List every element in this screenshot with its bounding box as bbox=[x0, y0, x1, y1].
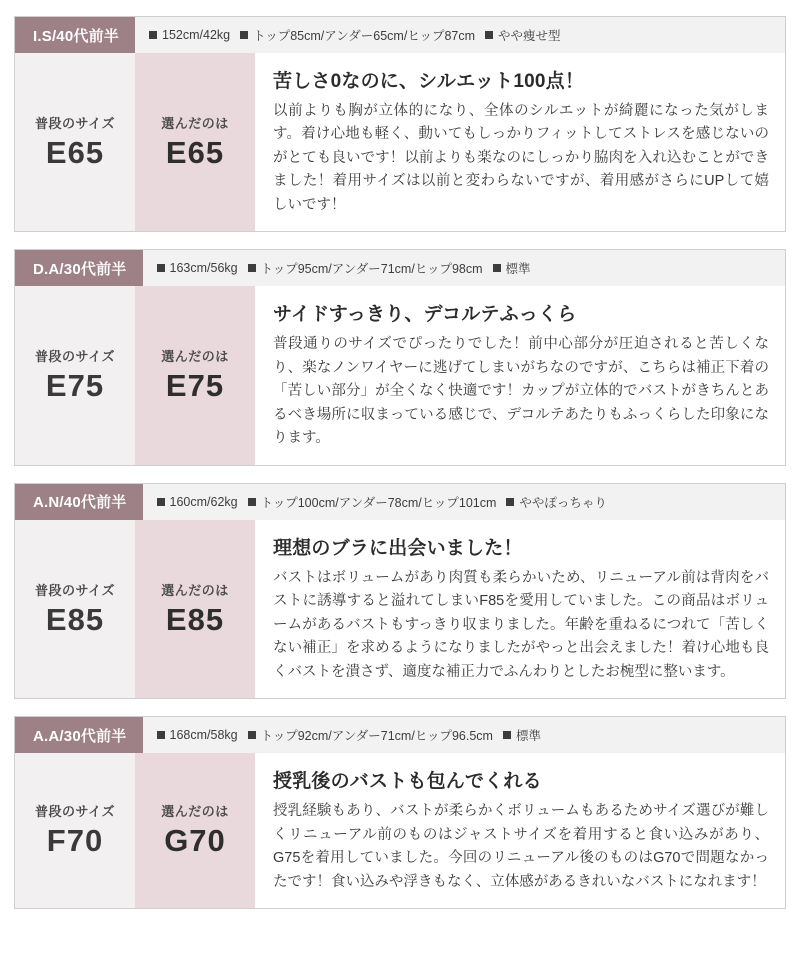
reviewer-name: A.N/40代前半 bbox=[15, 484, 143, 520]
review-title: サイドすっきり、デコルテふっくら bbox=[273, 304, 577, 326]
square-bullet-icon bbox=[240, 31, 248, 39]
spec-text: 標準 bbox=[515, 729, 541, 744]
spec-item bbox=[248, 259, 483, 277]
spec-item bbox=[157, 495, 238, 509]
reviewer-name: D.A/30代前半 bbox=[15, 250, 143, 286]
square-bullet-icon bbox=[157, 498, 165, 506]
reviewer-specs bbox=[143, 250, 786, 286]
review-title: 苦しさ0なのに、シルエット100点！ bbox=[273, 71, 585, 92]
review-body bbox=[15, 286, 785, 464]
usual-size-block bbox=[15, 753, 135, 908]
usual-size-value: E65 bbox=[45, 134, 105, 170]
spec-item bbox=[493, 259, 531, 277]
usual-size-block bbox=[15, 53, 135, 231]
review-header bbox=[15, 484, 785, 520]
square-bullet-icon bbox=[248, 498, 256, 506]
spec-item bbox=[157, 261, 238, 275]
reviewer-name: I.S/40代前半 bbox=[15, 17, 135, 53]
chosen-size-value: E85 bbox=[165, 601, 225, 637]
review-card bbox=[14, 716, 786, 909]
review-header bbox=[15, 17, 785, 53]
review-body bbox=[15, 53, 785, 231]
spec-item bbox=[506, 493, 607, 511]
square-bullet-icon bbox=[506, 498, 514, 506]
square-bullet-icon bbox=[149, 31, 157, 39]
reviewer-specs bbox=[143, 717, 786, 753]
square-bullet-icon bbox=[157, 264, 165, 272]
reviewer-specs bbox=[143, 484, 786, 520]
review-card bbox=[14, 16, 786, 232]
chosen-size-block bbox=[135, 753, 255, 908]
spec-text: 152cm/42kg bbox=[162, 28, 231, 42]
review-title: 理想のブラに出会いました！ bbox=[273, 537, 523, 559]
usual-size-value: E75 bbox=[45, 368, 105, 404]
chosen-size-value: E65 bbox=[165, 134, 225, 170]
spec-item bbox=[240, 26, 475, 44]
chosen-size-block bbox=[135, 520, 255, 698]
square-bullet-icon bbox=[248, 264, 256, 272]
review-text-block bbox=[255, 520, 785, 698]
spec-text: トップ95cm/アンダー71cm/ヒップ98cm bbox=[260, 262, 483, 277]
square-bullet-icon bbox=[493, 264, 501, 272]
square-bullet-icon bbox=[485, 31, 493, 39]
spec-item bbox=[149, 28, 230, 42]
square-bullet-icon bbox=[248, 731, 256, 739]
spec-text: 163cm/56kg bbox=[169, 261, 238, 276]
reviewer-specs bbox=[135, 17, 785, 53]
review-text-block bbox=[255, 286, 785, 464]
spec-item bbox=[157, 728, 238, 742]
chosen-size-block bbox=[135, 286, 255, 464]
spec-text: トップ100cm/アンダー78cm/ヒップ101cm bbox=[260, 495, 497, 510]
spec-text: 160cm/62kg bbox=[169, 494, 238, 509]
review-header bbox=[15, 250, 785, 286]
review-text-block bbox=[255, 753, 785, 908]
chosen-size-value: G70 bbox=[164, 823, 226, 859]
review-text: 以前よりも胸が立体的になり、全体のシルエットが綺麗になった気がします。着け心地も軽く、動いてもしっかりフィットしてストレスを感じないのがとても良いです！以前よりも楽なのにしっかり脇肉を入れ込むことができました！着用サイズは以前と変わらないですが、着用感がさらにUPして嬉しいです！ bbox=[273, 103, 769, 213]
usual-size-label: 普段のサイズ bbox=[35, 115, 115, 131]
spec-item bbox=[248, 493, 497, 511]
square-bullet-icon bbox=[503, 731, 511, 739]
review-header bbox=[15, 717, 785, 753]
review-text-block bbox=[255, 53, 785, 231]
usual-size-value: E85 bbox=[45, 601, 105, 637]
review-title: 授乳後のバストも包んでくれる bbox=[273, 771, 542, 793]
review-text: バストはボリュームがあり肉質も柔らかいため、リニューアル前は背肉をバストに誘導すると溢れてしまいF85を愛用していました。この商品はボリュームがあるバストもすっきり収まりました。年齢を重ねるにつれて「苦しくない補正」を求めるようになりましたがやっと出会えました！着け心地も良くバストを潰さず、適度な補正力でふんわりとしたお椀型に整います。 bbox=[273, 569, 769, 680]
chosen-size-label: 選んだのは bbox=[161, 349, 229, 365]
chosen-size-value: E75 bbox=[165, 368, 225, 404]
usual-size-block bbox=[15, 520, 135, 698]
review-text: 授乳経験もあり、バストが柔らかくボリュームもあるためサイズ選びが難しくリニューアル前のものはジャストサイズを着用すると食い込みがあり、G75を着用していました。今回のリニューアル後のものはG70で問題なかったです！食い込みや浮きもなく、立体感があるきれいなバストになれます！ bbox=[273, 803, 769, 890]
spec-text: トップ85cm/アンダー65cm/ヒップ87cm bbox=[253, 29, 476, 43]
review-card bbox=[14, 483, 786, 699]
review-body bbox=[15, 520, 785, 698]
usual-size-label: 普段のサイズ bbox=[35, 582, 115, 598]
review-body bbox=[15, 753, 785, 908]
usual-size-label: 普段のサイズ bbox=[35, 804, 115, 820]
spec-text: やや痩せ型 bbox=[498, 29, 561, 43]
chosen-size-label: 選んだのは bbox=[161, 582, 229, 598]
spec-item bbox=[248, 726, 493, 744]
reviewer-name: A.A/30代前半 bbox=[15, 717, 143, 753]
spec-item bbox=[485, 26, 561, 44]
review-card bbox=[14, 249, 786, 465]
spec-text: ややぽっちゃり bbox=[519, 495, 607, 510]
spec-text: 標準 bbox=[505, 262, 531, 277]
usual-size-label: 普段のサイズ bbox=[35, 349, 115, 365]
chosen-size-label: 選んだのは bbox=[161, 115, 229, 131]
review-text: 普段通りのサイズでぴったりでした！前中心部分が圧迫されると苦しくなり、楽なノンワイヤーに逃げてしまいがちなのですが、こちらは補正下着の「苦しい部分」が全くなく快適です！カップが立体的でバストがきちんとあるべき場所に収まっている感じで、デコルテあたりもふっくらした印象になります。 bbox=[273, 336, 769, 447]
usual-size-value: F70 bbox=[46, 823, 104, 859]
spec-text: 168cm/58kg bbox=[169, 728, 238, 743]
chosen-size-label: 選んだのは bbox=[161, 804, 229, 820]
square-bullet-icon bbox=[157, 731, 165, 739]
spec-text: トップ92cm/アンダー71cm/ヒップ96.5cm bbox=[260, 729, 493, 744]
usual-size-block bbox=[15, 286, 135, 464]
spec-item bbox=[503, 726, 541, 744]
chosen-size-block bbox=[135, 53, 255, 231]
